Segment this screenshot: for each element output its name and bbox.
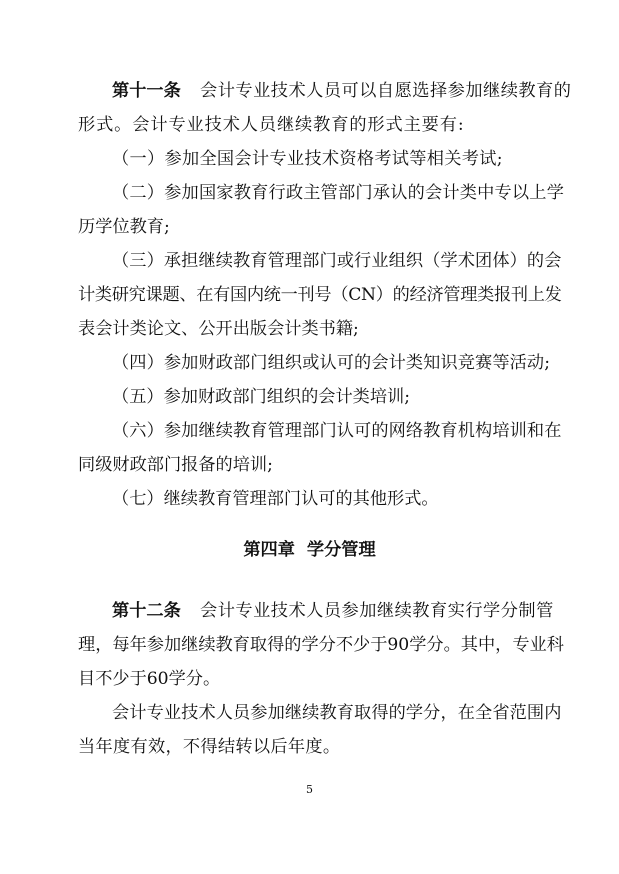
list-item-4-text: （四）参加财政部门组织或认可的会计类知识竞赛等活动; [112, 353, 551, 373]
list-item-3-text-2: 计类研究课题、在有国内统一刊号（CN）的经济管理类报刊上发 [78, 285, 562, 305]
list-item-2-text-1: （二）参加国家教育行政主管部门承认的会计类中专以上学 [112, 183, 565, 203]
article-12-heading: 第十二条 [112, 601, 181, 621]
paragraph-text-1: 会计专业技术人员参加继续教育取得的学分，在全省范围内 [112, 703, 562, 723]
list-item-7-text: （七）继续教育管理部门认可的其他形式。 [112, 489, 439, 509]
list-item-3-text-3: 表会计类论文、公开出版会计类书籍; [78, 319, 359, 339]
list-item-6-text-1: （六）参加继续教育管理部门认可的网络教育机构培训和在 [112, 421, 562, 441]
list-item-3-text-1: （三）承担继续教育管理部门或行业组织（学术团体）的会 [112, 251, 562, 271]
article-12-text-2: 理，每年参加继续教育取得的学分不少于90学分。其中，专业科 [78, 635, 564, 655]
paragraph-text-2: 当年度有效，不得结转以后年度。 [78, 737, 341, 757]
article-12-text-1: 会计专业技术人员参加继续教育实行学分制管 [200, 601, 554, 621]
article-11-heading: 第十一条 [112, 81, 181, 101]
list-item-2-text-2: 历学位教育; [78, 217, 170, 237]
article-11-text-2: 形式。会计专业技术人员继续教育的形式主要有: [78, 115, 465, 135]
list-item-6-text-2: 同级财政部门报备的培训; [78, 455, 273, 475]
article-12-text-3: 目不少于60学分。 [78, 669, 221, 689]
list-item-5-text: （五）参加财政部门组织的会计类培训; [112, 387, 410, 407]
article-11-text-1: 会计专业技术人员可以自愿选择参加继续教育的 [200, 81, 572, 101]
chapter-title: 第四章 学分管理 [243, 540, 376, 560]
list-item-1-text: （一）参加全国会计专业技术资格考试等相关考试; [112, 149, 503, 169]
page-number: 5 [306, 783, 313, 796]
